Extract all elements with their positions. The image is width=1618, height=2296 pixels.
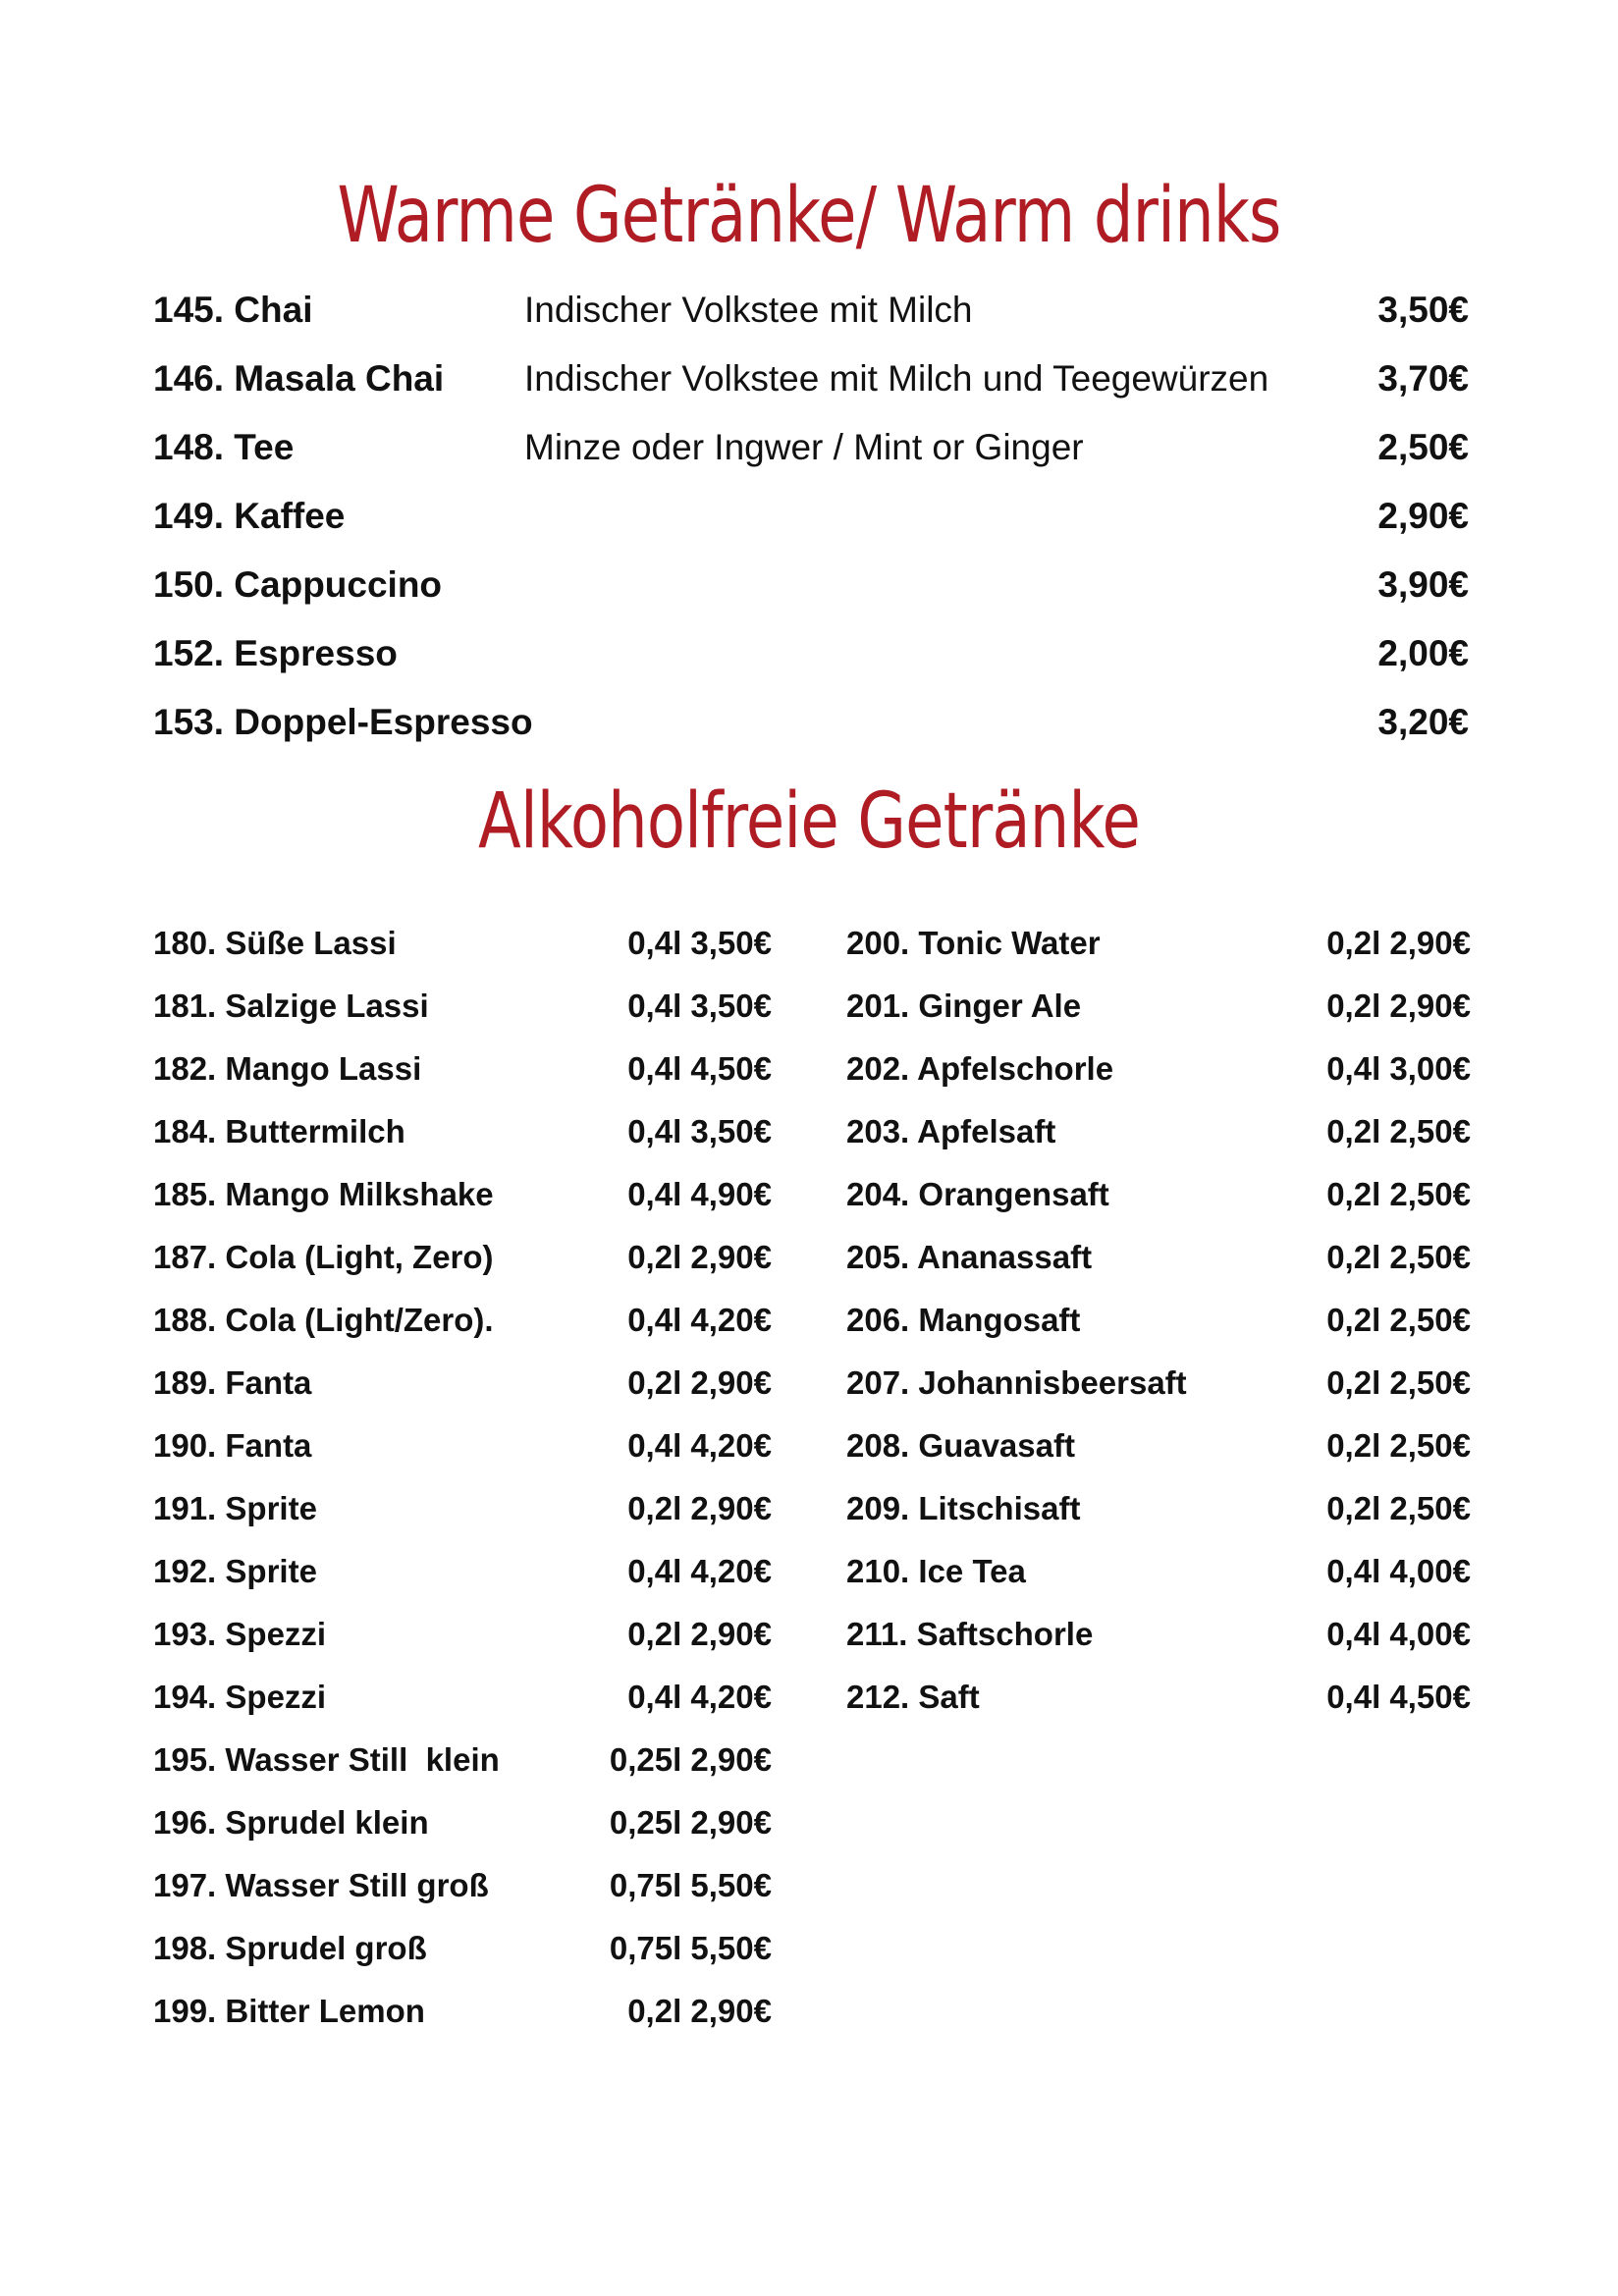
item-name: 206. Mangosaft	[846, 1302, 1081, 1338]
menu-item	[846, 985, 1471, 1028]
menu-item	[153, 1047, 772, 1091]
item-name: 153. Doppel-Espresso	[153, 702, 533, 742]
menu-item	[153, 1487, 772, 1530]
menu-item	[153, 561, 1469, 610]
item-name: 187. Cola (Light, Zero)	[153, 1239, 494, 1275]
item-name: 192. Sprite	[153, 1553, 317, 1589]
item-name: 200. Tonic Water	[846, 925, 1101, 961]
item-price: 0,4l 4,50€	[627, 1050, 772, 1087]
menu-item	[153, 629, 1469, 678]
item-price: 0,4l 4,20€	[627, 1427, 772, 1464]
item-name: 197. Wasser Still groß	[153, 1867, 489, 1903]
menu-item	[153, 1613, 772, 1656]
item-name: 194. Spezzi	[153, 1679, 327, 1715]
item-name: 184. Buttermilch	[153, 1113, 405, 1149]
item-price: 0,2l 2,50€	[1326, 1113, 1471, 1149]
item-price: 0,2l 2,90€	[627, 1616, 772, 1652]
menu-item	[846, 1424, 1471, 1468]
item-name: 182. Mango Lassi	[153, 1050, 422, 1087]
menu-item	[846, 1299, 1471, 1342]
menu-item	[153, 1173, 772, 1216]
item-name: 212. Saft	[846, 1679, 980, 1715]
item-price: 0,4l 4,90€	[627, 1176, 772, 1212]
item-name: 190. Fanta	[153, 1427, 312, 1464]
menu-item	[846, 1173, 1471, 1216]
item-price: 0,4l 4,00€	[1326, 1616, 1471, 1652]
item-price: 0,4l 4,20€	[627, 1302, 772, 1338]
item-price: 0,2l 2,50€	[1326, 1302, 1471, 1338]
menu-item	[846, 1613, 1471, 1656]
item-description: Minze oder Ingwer / Mint or Ginger	[524, 427, 1084, 467]
item-price: 0,4l 4,20€	[627, 1679, 772, 1715]
item-price: 0,2l 2,90€	[627, 1993, 772, 2029]
menu-item	[153, 1864, 772, 1907]
menu-item	[846, 1550, 1471, 1593]
item-price: 0,4l 3,50€	[627, 925, 772, 961]
item-name: 185. Mango Milkshake	[153, 1176, 494, 1212]
menu-item	[153, 1990, 772, 2033]
item-name: 188. Cola (Light/Zero).	[153, 1302, 494, 1338]
item-name: 189. Fanta	[153, 1364, 312, 1401]
item-name: 208. Guavasaft	[846, 1427, 1075, 1464]
menu-item	[153, 1424, 772, 1468]
menu-item	[153, 492, 1469, 541]
item-price: 3,20€	[1377, 702, 1469, 742]
item-price: 0,2l 2,90€	[1326, 925, 1471, 961]
menu-item	[153, 698, 1469, 747]
item-name: 209. Litschisaft	[846, 1490, 1081, 1526]
item-name: 199. Bitter Lemon	[153, 1993, 425, 2029]
item-name: 191. Sprite	[153, 1490, 317, 1526]
menu-item	[153, 1738, 772, 1782]
menu-item	[153, 1927, 772, 1970]
item-price: 0,2l 2,90€	[627, 1364, 772, 1401]
menu-item	[153, 286, 1469, 335]
item-name: 148. Tee	[153, 427, 295, 467]
item-name: 149. Kaffee	[153, 496, 346, 536]
menu-item	[153, 1236, 772, 1279]
menu-item	[153, 1550, 772, 1593]
menu-item	[846, 1236, 1471, 1279]
item-price: 3,70€	[1377, 358, 1469, 399]
menu-item	[153, 1110, 772, 1153]
item-price: 0,75l 5,50€	[609, 1930, 772, 1966]
menu-item	[846, 1676, 1471, 1719]
item-description: Indischer Volkstee mit Milch	[524, 290, 973, 330]
item-price: 0,4l 3,50€	[627, 1113, 772, 1149]
item-price: 0,25l 2,90€	[609, 1741, 772, 1778]
item-description: Indischer Volkstee mit Milch und Teegewürzen	[524, 358, 1269, 399]
menu-item	[846, 1047, 1471, 1091]
item-name: 201. Ginger Ale	[846, 988, 1082, 1024]
item-price: 0,2l 2,90€	[627, 1239, 772, 1275]
menu-item	[846, 922, 1471, 965]
item-price: 2,90€	[1377, 496, 1469, 536]
item-name: 145. Chai	[153, 290, 313, 330]
item-price: 0,25l 2,90€	[609, 1804, 772, 1841]
menu-item	[153, 985, 772, 1028]
item-price: 0,4l 3,50€	[627, 988, 772, 1024]
item-price: 0,2l 2,50€	[1326, 1490, 1471, 1526]
item-price: 3,90€	[1377, 564, 1469, 605]
item-price: 0,2l 2,50€	[1326, 1239, 1471, 1275]
item-price: 0,4l 4,00€	[1326, 1553, 1471, 1589]
item-price: 0,4l 4,20€	[627, 1553, 772, 1589]
menu-item	[153, 922, 772, 965]
item-price: 0,2l 2,50€	[1326, 1427, 1471, 1464]
item-price: 0,2l 2,90€	[1326, 988, 1471, 1024]
item-price: 0,2l 2,50€	[1326, 1176, 1471, 1212]
item-price: 2,50€	[1377, 427, 1469, 467]
item-name: 150. Cappuccino	[153, 564, 443, 605]
menu-item	[153, 1362, 772, 1405]
item-name: 146. Masala Chai	[153, 358, 445, 399]
menu-item	[153, 423, 1469, 472]
item-name: 196. Sprudel klein	[153, 1804, 429, 1841]
menu-item	[846, 1362, 1471, 1405]
soft-drinks-heading: Alkoholfreie Getränke	[478, 777, 1140, 866]
item-price: 0,4l 3,00€	[1326, 1050, 1471, 1087]
menu-item	[846, 1487, 1471, 1530]
item-name: 202. Apfelschorle	[846, 1050, 1114, 1087]
item-name: 180. Süße Lassi	[153, 925, 397, 961]
menu-item	[846, 1110, 1471, 1153]
warm-drinks-heading: Warme Getränke/ Warm drinks	[337, 172, 1281, 260]
menu-item	[153, 1676, 772, 1719]
item-name: 152. Espresso	[153, 633, 398, 673]
item-price: 0,4l 4,50€	[1326, 1679, 1471, 1715]
item-price: 3,50€	[1377, 290, 1469, 330]
item-name: 207. Johannisbeersaft	[846, 1364, 1187, 1401]
item-name: 204. Orangensaft	[846, 1176, 1109, 1212]
item-name: 211. Saftschorle	[846, 1616, 1094, 1652]
item-name: 193. Spezzi	[153, 1616, 327, 1652]
item-price: 0,2l 2,50€	[1326, 1364, 1471, 1401]
item-name: 181. Salzige Lassi	[153, 988, 429, 1024]
item-price: 0,2l 2,90€	[627, 1490, 772, 1526]
item-name: 205. Ananassaft	[846, 1239, 1093, 1275]
item-price: 2,00€	[1377, 633, 1469, 673]
item-name: 203. Apfelsaft	[846, 1113, 1056, 1149]
menu-item	[153, 1801, 772, 1844]
item-price: 0,75l 5,50€	[609, 1867, 772, 1903]
menu-item	[153, 354, 1469, 403]
item-name: 198. Sprudel groß	[153, 1930, 427, 1966]
item-name: 210. Ice Tea	[846, 1553, 1026, 1589]
item-name: 195. Wasser Still klein	[153, 1741, 500, 1778]
menu-item	[153, 1299, 772, 1342]
